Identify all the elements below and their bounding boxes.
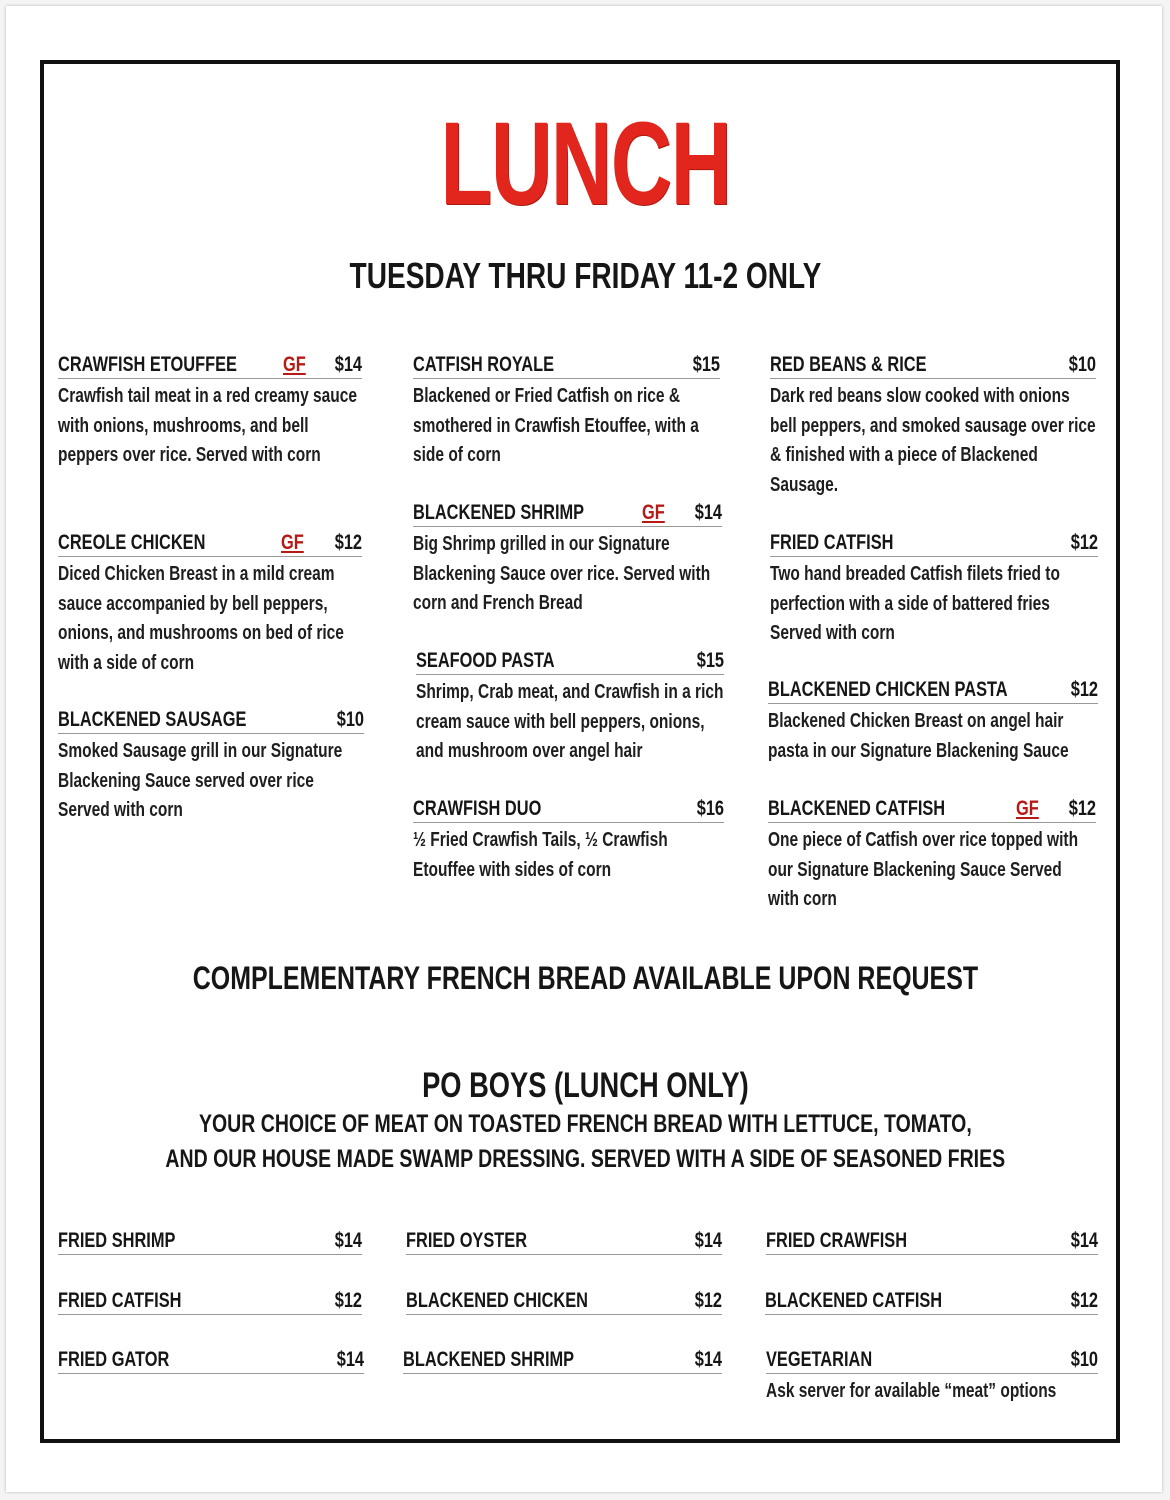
item-name: BLACKENED SAUSAGE (58, 708, 247, 731)
item-price: $14 (694, 1348, 722, 1371)
poboys-description-line1: YOUR CHOICE OF MEAT ON TOASTED FRENCH BREAD WITH LETTUCE, TOMATO, (198, 1110, 972, 1138)
item-price: $14 (336, 1348, 364, 1371)
gluten-free-badge: GF (642, 501, 665, 524)
item-price: $12 (1070, 531, 1098, 554)
french-bread-note: COMPLEMENTARY FRENCH BREAD AVAILABLE UPON REQUEST (192, 960, 978, 996)
poboys-title: PO BOYS (LUNCH ONLY) (421, 1066, 749, 1105)
item-price: $15 (696, 649, 724, 672)
item-header (413, 796, 724, 823)
poboy-item-blackened-shrimp (403, 1347, 722, 1374)
item-description: Two hand breaded Catfish filets fried to perfection with a side of battered fries Served with corn (770, 563, 1060, 645)
item-price: $14 (334, 1229, 362, 1252)
item-price: $14 (334, 353, 362, 376)
item-header (768, 677, 1098, 704)
poboy-item-fried-gator (58, 1347, 364, 1374)
item-header (58, 530, 362, 557)
item-name: RED BEANS & RICE (770, 353, 927, 376)
item-header (58, 707, 364, 734)
lunch-hours: TUESDAY THRU FRIDAY 11-2 ONLY (349, 255, 821, 296)
item-description: Blackened or Fried Catfish on rice & smothered in Crawfish Etouffee, with a side of corn (413, 385, 699, 467)
item-name: FRIED CATFISH (770, 531, 894, 554)
item-header (403, 1347, 722, 1374)
item-description: Diced Chicken Breast in a mild cream sauce accompanied by bell peppers, onions, and mushrooms on bed of rice with a side of corn (58, 563, 344, 674)
menu-item-crawfish-duo (413, 796, 724, 885)
item-description: Big Shrimp grilled in our Signature Blackening Sauce over rice. Served with corn and French Bread (413, 533, 711, 615)
item-price: $12 (334, 1289, 362, 1312)
item-description: Shrimp, Crab meat, and Crawfish in a rich cream sauce with bell peppers, onions, and mushroom over angel hair (416, 681, 724, 763)
item-name: BLACKENED SHRIMP (413, 501, 585, 524)
item-header (768, 796, 1096, 823)
poboys-description-line2: AND OUR HOUSE MADE SWAMP DRESSING. SERVED WITH A SIDE OF SEASONED FRIES (165, 1145, 1005, 1173)
item-header (406, 1288, 722, 1315)
item-header (766, 1228, 1098, 1255)
item-description: Blackened Chicken Breast on angel hair pasta in our Signature Blackening Sauce (768, 710, 1069, 762)
item-description: One piece of Catfish over rice topped with our Signature Blackening Sauce Served with corn (768, 829, 1079, 911)
item-name: BLACKENED CATFISH (765, 1289, 943, 1312)
item-price: $14 (694, 501, 722, 524)
poboy-item-vegetarian (766, 1347, 1098, 1407)
item-price: $12 (334, 531, 362, 554)
poboy-item-fried-oyster (406, 1228, 722, 1255)
item-note: Ask server for available “meat” options (766, 1380, 1057, 1402)
item-header (416, 648, 724, 675)
item-header (58, 1347, 364, 1374)
item-header (770, 530, 1098, 557)
item-price: $16 (696, 797, 724, 820)
item-description: Dark red beans slow cooked with onions bell peppers, and smoked sausage over rice & finished with a piece of Blackened Sausage. (770, 385, 1096, 496)
item-price: $10 (1068, 353, 1096, 376)
poboy-item-fried-crawfish (766, 1228, 1098, 1255)
item-price: $14 (694, 1229, 722, 1252)
item-name: BLACKENED CATFISH (768, 797, 946, 820)
item-name: FRIED SHRIMP (58, 1229, 176, 1252)
menu-item-blackened-chicken-pasta (768, 677, 1098, 766)
gluten-free-badge: GF (1016, 797, 1039, 820)
item-price: $10 (1070, 1348, 1098, 1371)
item-header (770, 352, 1096, 379)
item-name: CRAWFISH DUO (413, 797, 542, 820)
item-price: $12 (694, 1289, 722, 1312)
menu-title: LUNCH (439, 98, 731, 230)
item-description: ½ Fried Crawfish Tails, ½ Crawfish Etouffee with sides of corn (413, 829, 668, 881)
item-name: CATFISH ROYALE (413, 353, 555, 376)
menu-item-blackened-shrimp (413, 500, 722, 619)
item-name: FRIED GATOR (58, 1348, 170, 1371)
gluten-free-badge: GF (283, 353, 306, 376)
menu-item-seafood-pasta (416, 648, 724, 767)
item-price: $12 (1070, 678, 1098, 701)
item-price: $15 (692, 353, 720, 376)
item-header (766, 1347, 1098, 1374)
item-name: CRAWFISH ETOUFFEE (58, 353, 237, 376)
item-name: VEGETARIAN (766, 1348, 873, 1371)
item-header (413, 500, 722, 527)
menu-item-crawfish-etouffee (58, 352, 362, 471)
item-header (413, 352, 720, 379)
item-name: FRIED CRAWFISH (766, 1229, 908, 1252)
item-header (58, 1228, 362, 1255)
item-description: Smoked Sausage grill in our Signature Blackening Sauce served over rice Served with corn (58, 740, 343, 822)
item-price: $14 (1070, 1229, 1098, 1252)
poboy-item-blackened-catfish (765, 1288, 1098, 1315)
item-header (58, 1288, 362, 1315)
item-name: BLACKENED CHICKEN PASTA (768, 678, 1008, 701)
item-header (58, 352, 362, 379)
gluten-free-badge: GF (281, 531, 304, 554)
poboy-item-fried-shrimp (58, 1228, 362, 1255)
item-name: SEAFOOD PASTA (416, 649, 555, 672)
menu-item-blackened-sausage (58, 707, 364, 826)
item-name: CREOLE CHICKEN (58, 531, 206, 554)
item-name: BLACKENED SHRIMP (403, 1348, 575, 1371)
menu-item-red-beans-rice (770, 352, 1096, 500)
item-name: FRIED CATFISH (58, 1289, 182, 1312)
menu-item-blackened-catfish (768, 796, 1096, 915)
poboy-item-fried-catfish (58, 1288, 362, 1315)
item-price: $12 (1070, 1289, 1098, 1312)
poboy-item-blackened-chicken (406, 1288, 722, 1315)
item-price: $12 (1068, 797, 1096, 820)
item-name: FRIED OYSTER (406, 1229, 528, 1252)
item-name: BLACKENED CHICKEN (406, 1289, 589, 1312)
menu-item-fried-catfish (770, 530, 1098, 649)
item-header (765, 1288, 1098, 1315)
item-header (406, 1228, 722, 1255)
menu-item-creole-chicken (58, 530, 362, 678)
item-price: $10 (336, 708, 364, 731)
menu-item-catfish-royale (413, 352, 720, 471)
item-description: Crawfish tail meat in a red creamy sauce with onions, mushrooms, and bell peppers over rice. Served with corn (58, 385, 357, 467)
